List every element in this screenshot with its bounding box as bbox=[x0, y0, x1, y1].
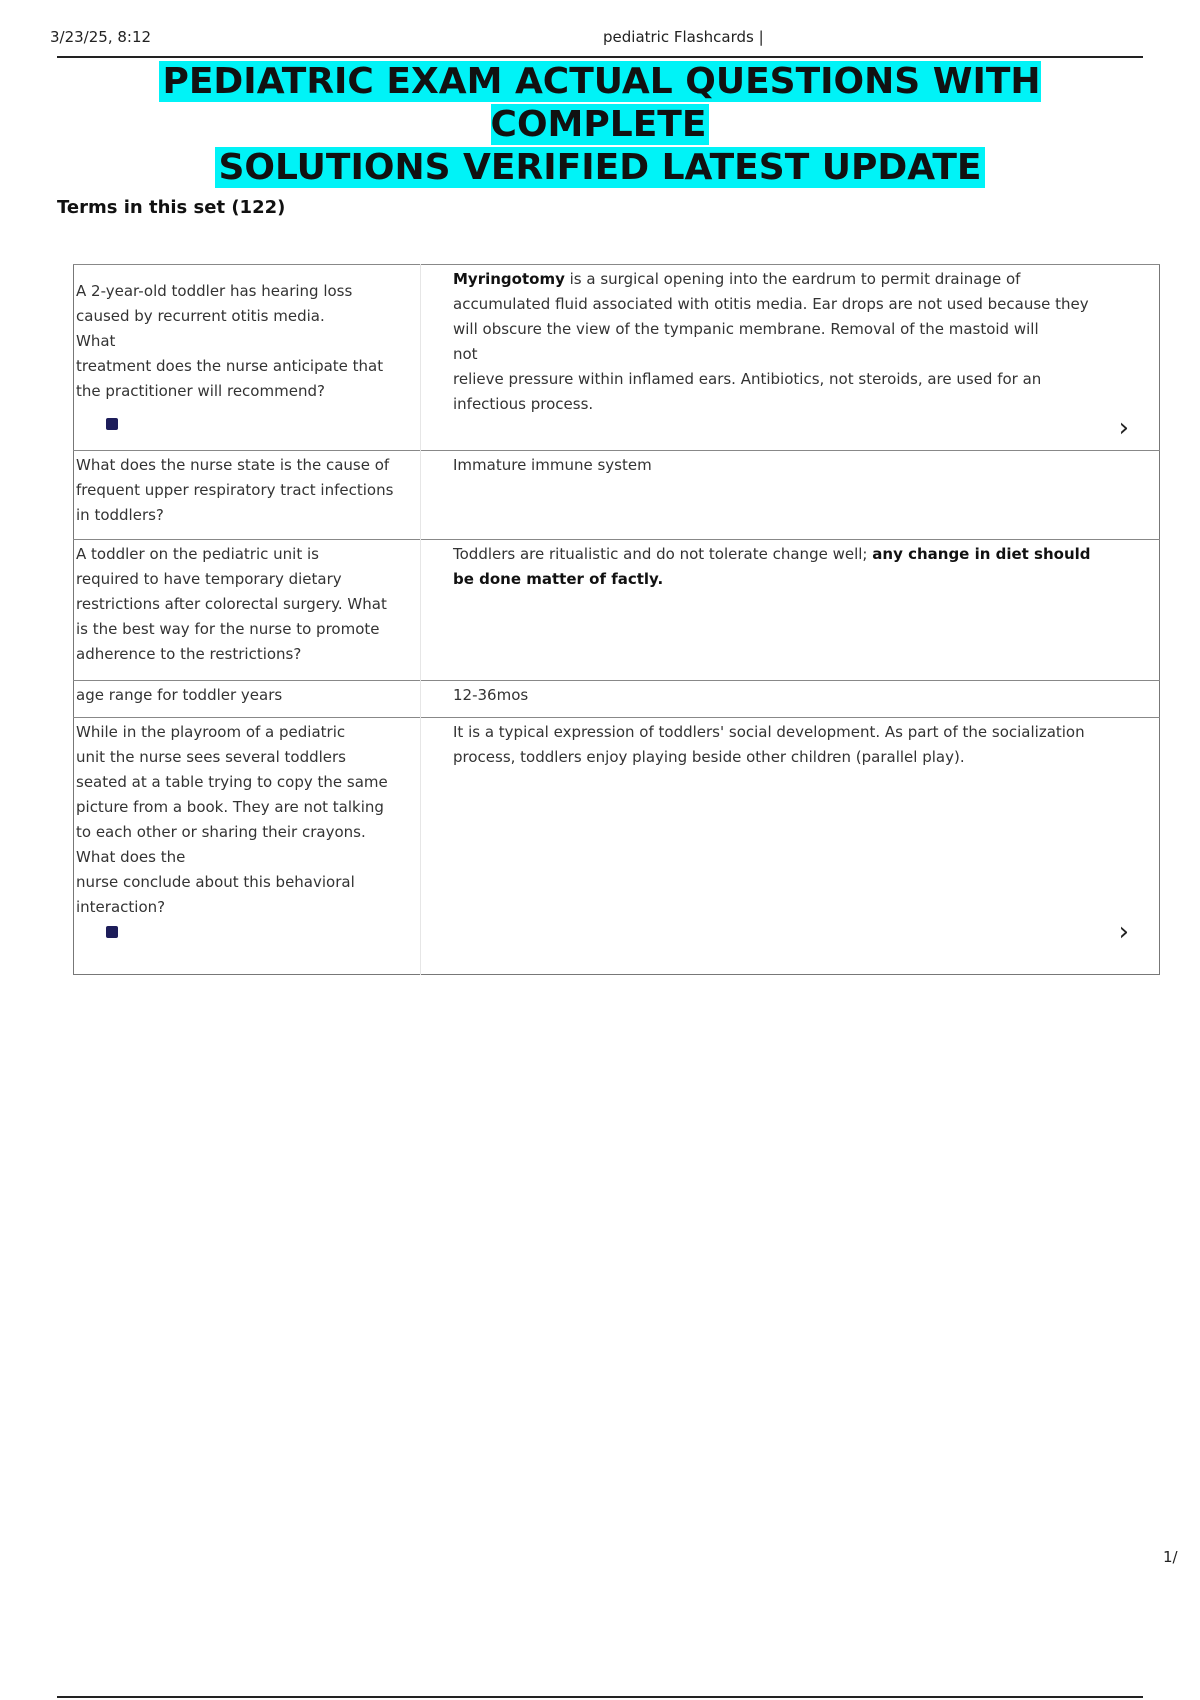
terms-count-heading: Terms in this set (122) bbox=[57, 197, 286, 218]
document-title-line-2: SOLUTIONS VERIFIED LATEST UPDATE bbox=[215, 147, 984, 188]
document-title bbox=[57, 60, 1143, 189]
flashcard-row bbox=[74, 718, 1160, 975]
term-line: frequent upper respiratory tract infections bbox=[76, 481, 394, 499]
term-line: While in the playroom of a pediatric bbox=[76, 723, 346, 741]
definition-keyword: Myringotomy bbox=[453, 270, 565, 288]
term-line: What does the bbox=[76, 848, 186, 866]
flashcard-term bbox=[74, 540, 421, 681]
chevron-right-icon[interactable]: › bbox=[1118, 917, 1129, 947]
def-line: is a surgical opening into the eardrum to permit drainage of bbox=[569, 270, 1021, 288]
header-divider bbox=[57, 56, 1143, 58]
term-line: interaction? bbox=[76, 898, 166, 916]
flashcard-term bbox=[74, 718, 421, 975]
term-line: treatment does the nurse anticipate that bbox=[76, 357, 384, 375]
footer-divider bbox=[57, 1696, 1143, 1698]
term-line: A toddler on the pediatric unit is bbox=[76, 545, 319, 563]
term-media-row bbox=[76, 920, 412, 970]
term-line: A 2-year-old toddler has hearing loss bbox=[76, 282, 353, 300]
definition-keyword: any change in diet should bbox=[872, 545, 1091, 563]
def-line: 12-36mos bbox=[453, 686, 529, 704]
image-icon[interactable] bbox=[106, 926, 118, 938]
print-date: 3/23/25, 8:12 bbox=[50, 28, 152, 46]
flashcard-table bbox=[73, 264, 1160, 975]
def-line: relieve pressure within inflamed ears. Antibiotics, not steroids, are used for an bbox=[453, 370, 1042, 388]
flashcard-row bbox=[74, 540, 1160, 681]
flashcard-definition bbox=[421, 718, 1160, 975]
term-line: adherence to the restrictions? bbox=[76, 645, 302, 663]
term-line: is the best way for the nurse to promote bbox=[76, 620, 380, 638]
flashcard-definition bbox=[421, 540, 1160, 681]
def-line: not bbox=[453, 345, 478, 363]
def-line: will obscure the view of the tympanic membrane. Removal of the mastoid will bbox=[453, 320, 1039, 338]
def-line: Immature immune system bbox=[453, 456, 652, 474]
page-number: 1/ bbox=[1163, 1548, 1178, 1566]
term-line: What does the nurse state is the cause of bbox=[76, 456, 390, 474]
term-line: nurse conclude about this behavioral bbox=[76, 873, 355, 891]
def-line: It is a typical expression of toddlers' social development. As part of the socialization bbox=[453, 723, 1085, 741]
flashcard-row bbox=[74, 451, 1160, 540]
image-icon[interactable] bbox=[106, 418, 118, 430]
term-line: picture from a book. They are not talking bbox=[76, 798, 384, 816]
def-line: infectious process. bbox=[453, 395, 594, 413]
chevron-right-icon[interactable]: › bbox=[1118, 413, 1129, 443]
flashcard-term bbox=[74, 451, 421, 540]
flashcard-definition bbox=[421, 681, 1160, 718]
def-line: accumulated fluid associated with otitis media. Ear drops are not used because they bbox=[453, 295, 1089, 313]
page-header-title: pediatric Flashcards | bbox=[603, 28, 764, 46]
term-line: unit the nurse sees several toddlers bbox=[76, 748, 346, 766]
flashcard-term bbox=[74, 681, 421, 718]
term-line: the practitioner will recommend? bbox=[76, 382, 325, 400]
term-media-row bbox=[76, 404, 412, 446]
def-line: process, toddlers enjoy playing beside other children (parallel play). bbox=[453, 748, 965, 766]
term-line: to each other or sharing their crayons. bbox=[76, 823, 366, 841]
flashcard-term bbox=[74, 265, 421, 451]
term-line: age range for toddler years bbox=[76, 686, 283, 704]
term-line: seated at a table trying to copy the same bbox=[76, 773, 388, 791]
term-line: What bbox=[76, 332, 116, 350]
flashcard-row bbox=[74, 265, 1160, 451]
flashcard-row bbox=[74, 681, 1160, 718]
term-line: caused by recurrent otitis media. bbox=[76, 307, 325, 325]
term-line: restrictions after colorectal surgery. What bbox=[76, 595, 387, 613]
document-title-line-1: PEDIATRIC EXAM ACTUAL QUESTIONS WITH COMPLETE bbox=[159, 61, 1040, 145]
term-line: in toddlers? bbox=[76, 506, 164, 524]
def-line: Toddlers are ritualistic and do not tolerate change well; bbox=[453, 545, 868, 563]
definition-keyword: be done matter of factly. bbox=[453, 570, 664, 588]
flashcard-definition bbox=[421, 265, 1160, 451]
flashcard-definition bbox=[421, 451, 1160, 540]
term-line: required to have temporary dietary bbox=[76, 570, 342, 588]
